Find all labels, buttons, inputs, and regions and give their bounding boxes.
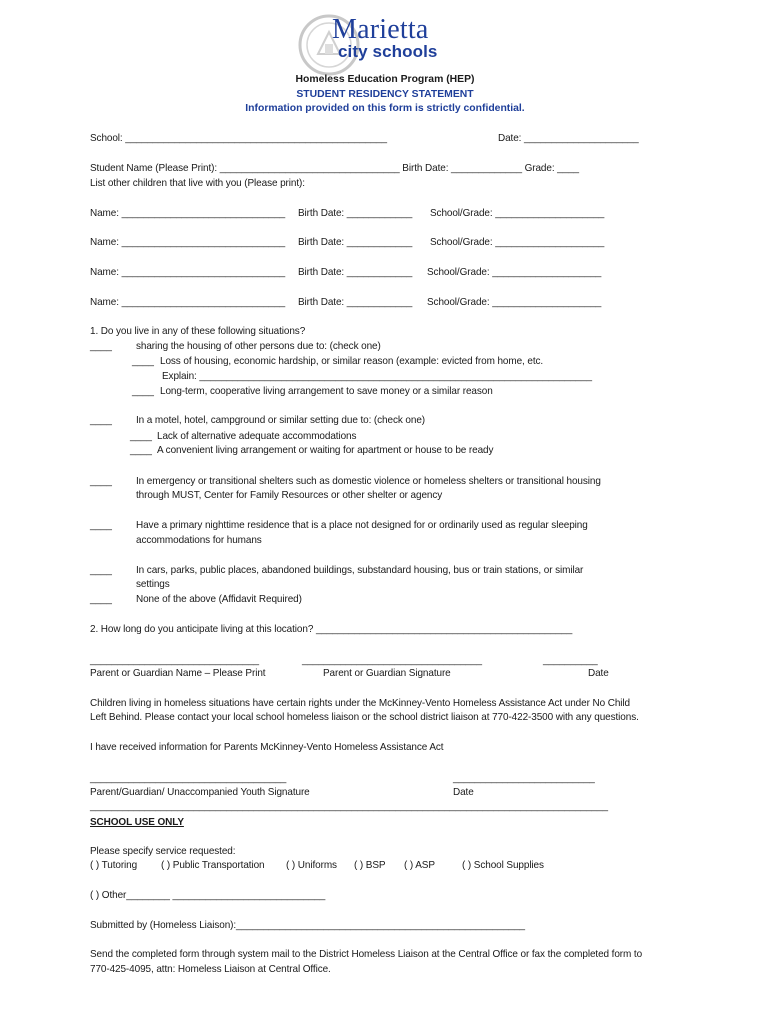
- situation-check-blank[interactable]: ____: [90, 594, 112, 605]
- parent-signature-line[interactable]: _________________________________: [302, 655, 482, 666]
- child-birth-date-field[interactable]: Birth Date: ____________: [298, 208, 413, 219]
- sub-option-convenient-arrangement: A convenient living arrangement or waiting for apartment or house to be ready: [157, 445, 494, 456]
- sub-option-lack-of-alternative: Lack of alternative adequate accommodations: [157, 431, 357, 442]
- parent-signature-label: Parent or Guardian Signature: [323, 668, 451, 679]
- rights-text-line-1: Children living in homeless situations have certain rights under the McKinney-Vento Homeless Assistance Act under No Child: [90, 698, 630, 709]
- situation-motel-hotel: In a motel, hotel, campground or similar setting due to: (check one): [136, 415, 426, 426]
- situation-sharing-housing: sharing the housing of other persons due to: (check one): [136, 341, 381, 352]
- youth-signature-label: Parent/Guardian/ Unaccompanied Youth Signature: [90, 787, 310, 798]
- youth-signature-line[interactable]: ____________________________________: [90, 773, 287, 784]
- youth-date-line[interactable]: __________________________: [453, 773, 595, 784]
- sub-option-check-blank[interactable]: ____: [130, 431, 152, 442]
- sub-option-check-blank[interactable]: ____: [130, 445, 152, 456]
- parent-name-line[interactable]: _______________________________: [90, 655, 260, 666]
- child-name-field[interactable]: Name: ______________________________: [90, 267, 286, 278]
- question-1-label: 1. Do you live in any of these following situations?: [90, 326, 306, 337]
- child-school-grade-field[interactable]: School/Grade: ____________________: [430, 237, 605, 248]
- send-instructions-line-2: 770-425-4095, attn: Homeless Liaison at Central Office.: [90, 964, 331, 975]
- sub-option-loss-of-housing: Loss of housing, economic hardship, or similar reason (example: evicted from home, etc.: [160, 356, 544, 367]
- service-option-public-transportation[interactable]: ( ) Public Transportation: [161, 860, 265, 871]
- child-school-grade-field[interactable]: School/Grade: ____________________: [430, 208, 605, 219]
- situation-emergency-shelters-cont: through MUST, Center for Family Resources or other shelter or agency: [136, 490, 443, 501]
- rights-text-line-2: Left Behind. Please contact your local school homeless liaison or the school district liaison at 770-422-3500 with any questions.: [90, 712, 639, 723]
- situation-check-blank[interactable]: ____: [90, 520, 112, 531]
- parent-date-label: Date: [588, 668, 609, 679]
- school-field[interactable]: School: ________________________________________________: [90, 133, 387, 144]
- child-school-grade-field[interactable]: School/Grade: ____________________: [427, 267, 602, 278]
- child-birth-date-field[interactable]: Birth Date: ____________: [298, 237, 413, 248]
- send-instructions-line-1: Send the completed form through system mail to the District Homeless Liaison at the Central Office or fax the completed form to: [90, 949, 643, 960]
- youth-date-label: Date: [453, 787, 474, 798]
- situation-nighttime-residence-cont: accommodations for humans: [136, 535, 262, 546]
- program-title: Homeless Education Program (HEP): [295, 74, 475, 85]
- service-option-other[interactable]: ( ) Other________ ____________________________: [90, 890, 326, 901]
- school-use-only-heading: SCHOOL USE ONLY: [90, 817, 184, 828]
- parent-name-label: Parent or Guardian Name – Please Print: [90, 668, 266, 679]
- child-name-field[interactable]: Name: ______________________________: [90, 208, 286, 219]
- sub-option-check-blank[interactable]: ____: [132, 356, 154, 367]
- situation-check-blank[interactable]: ____: [90, 341, 112, 352]
- received-information-text: I have received information for Parents McKinney-Vento Homeless Assistance Act: [90, 742, 444, 753]
- child-name-field[interactable]: Name: ______________________________: [90, 297, 286, 308]
- situation-check-blank[interactable]: ____: [90, 565, 112, 576]
- situation-nighttime-residence: Have a primary nighttime residence that is a place not designed for or ordinarily used as regular sleeping: [136, 520, 588, 531]
- section-divider: _______________________________________________________________________________________________: [90, 801, 608, 812]
- form-title: STUDENT RESIDENCY STATEMENT: [296, 89, 474, 100]
- list-children-label: List other children that live with you (Please print):: [90, 178, 305, 189]
- parent-date-line[interactable]: __________: [543, 655, 598, 666]
- logo-city-schools-text: city schools: [338, 42, 438, 61]
- sub-option-check-blank[interactable]: ____: [132, 386, 154, 397]
- situation-cars-parks-cont: settings: [136, 579, 170, 590]
- child-school-grade-field[interactable]: School/Grade: ____________________: [427, 297, 602, 308]
- confidential-note: Information provided on this form is strictly confidential.: [245, 103, 525, 114]
- service-option-uniforms[interactable]: ( ) Uniforms: [286, 860, 337, 871]
- service-option-asp[interactable]: ( ) ASP: [404, 860, 435, 871]
- situation-check-blank[interactable]: ____: [90, 476, 112, 487]
- explain-field[interactable]: Explain: ________________________________________________________________________: [162, 371, 592, 382]
- sub-option-long-term: Long-term, cooperative living arrangement to save money or a similar reason: [160, 386, 493, 397]
- service-option-tutoring[interactable]: ( ) Tutoring: [90, 860, 138, 871]
- situation-none-of-the-above: None of the above (Affidavit Required): [136, 594, 302, 605]
- marietta-city-schools-logo: [298, 14, 458, 76]
- situation-emergency-shelters: In emergency or transitional shelters such as domestic violence or homeless shelters or transitional housing: [136, 476, 601, 487]
- service-option-bsp[interactable]: ( ) BSP: [354, 860, 386, 871]
- submitted-by-field[interactable]: Submitted by (Homeless Liaison):_____________________________________________________: [90, 920, 525, 931]
- situation-check-blank[interactable]: ____: [90, 415, 112, 426]
- question-2-field[interactable]: 2. How long do you anticipate living at this location? _______________________________________________: [90, 624, 573, 635]
- student-name-field[interactable]: Student Name (Please Print): _________________________________ Birth Date: _____________ Grade: ____: [90, 163, 579, 174]
- child-name-field[interactable]: Name: ______________________________: [90, 237, 286, 248]
- specify-service-label: Please specify service requested:: [90, 846, 236, 857]
- child-birth-date-field[interactable]: Birth Date: ____________: [298, 267, 413, 278]
- service-option-school-supplies[interactable]: ( ) School Supplies: [462, 860, 544, 871]
- situation-cars-parks: In cars, parks, public places, abandoned buildings, substandard housing, bus or train stations, or similar: [136, 565, 584, 576]
- date-field[interactable]: Date: _____________________: [498, 133, 639, 144]
- child-birth-date-field[interactable]: Birth Date: ____________: [298, 297, 413, 308]
- logo-marietta-text: Marietta: [332, 14, 429, 45]
